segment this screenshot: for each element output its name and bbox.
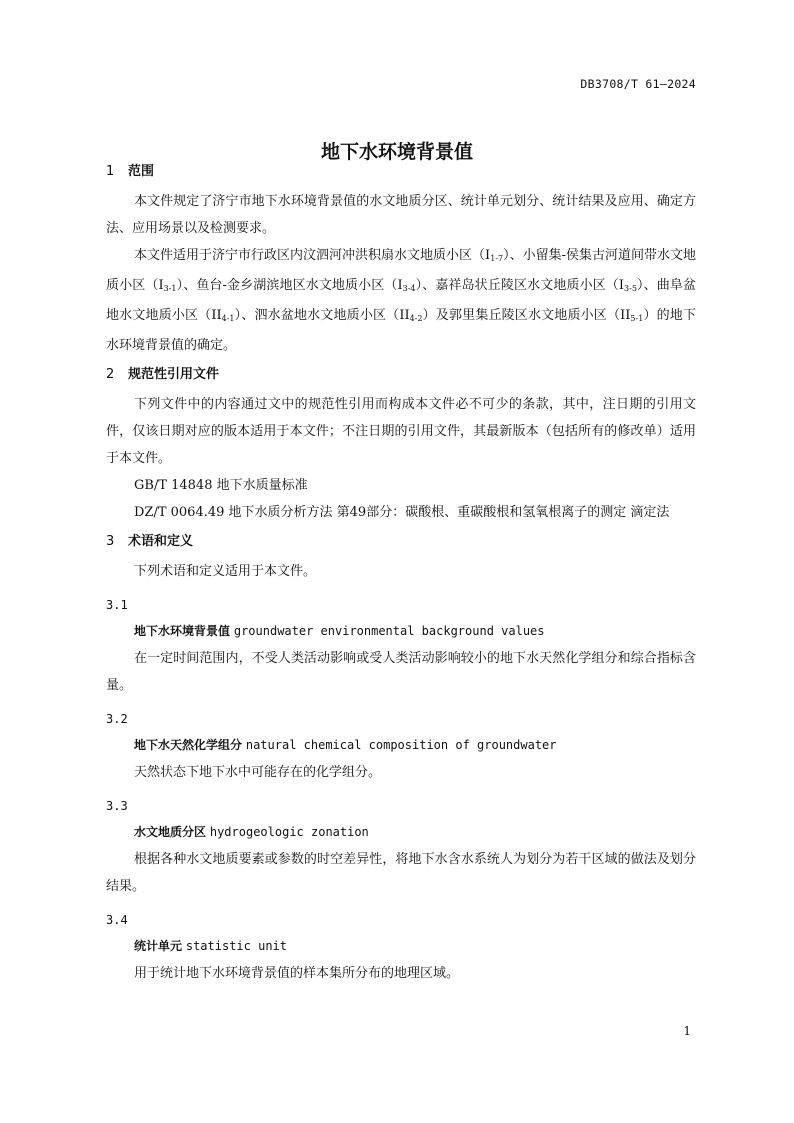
term-title: [134, 621, 696, 641]
term-number: 3.3: [106, 799, 128, 813]
term-title: [134, 822, 696, 842]
normative-references-paragraph: 下列文件中的内容通过文中的规范性引用而构成本文件必不可少的条款，其中，注日期的引用文件，仅该日期对应的版本适用于本文件；不注日期的引用文件，其最新版本（包括所有的修改单）适用于本文件。: [106, 397, 696, 466]
term-zh: 水文地质分区: [134, 825, 207, 839]
term-title: [134, 936, 696, 956]
document-body: [106, 162, 696, 987]
section-number: 1: [106, 164, 115, 179]
section-title: 规范性引用文件: [128, 367, 220, 382]
page-title: 地下水环境背景值: [320, 141, 473, 163]
term-definition: 根据各种水文地质要素或参数的时空差异性，将地下水含水系统人为划分为若干区域的做法及划分结果。: [106, 852, 696, 894]
term-entry: [106, 796, 696, 900]
term-entry: [106, 910, 696, 987]
section-heading-3: [106, 532, 696, 552]
term-definition: 用于统计地下水环境背景值的样本集所分布的地理区域。: [134, 966, 460, 981]
section-number: 2: [106, 367, 115, 382]
term-definition: 在一定时间范围内，不受人类活动影响或受人类活动影响较小的地下水天然化学组分和综合指标含量。: [106, 651, 696, 693]
term-en: natural chemical composition of groundwater: [245, 738, 557, 752]
term-entry: [106, 595, 696, 699]
term-entry: [106, 709, 696, 786]
term-en: groundwater environmental background values: [233, 624, 545, 638]
reference-item-2: DZ/T 0064.49 地下水质分析方法 第49部分：碳酸根、重碳酸根和氢氧根离子的测定 滴定法: [134, 505, 670, 520]
scope-paragraph-1: 本文件规定了济宁市地下水环境背景值的水文地质分区、统计单元划分、统计结果及应用、确定方法、应用场景以及检测要求。: [106, 194, 696, 236]
section-heading-2: [106, 365, 696, 385]
section-title: 术语和定义: [128, 534, 194, 549]
term-zh: 统计单元: [134, 939, 183, 953]
term-definition: 天然状态下地下水中可能存在的化学组分。: [134, 765, 382, 780]
section-title: 范围: [128, 164, 155, 179]
reference-item-1: GB/T 14848 地下水质量标准: [134, 478, 308, 493]
term-number: 3.1: [106, 598, 128, 612]
term-en: statistic unit: [185, 939, 287, 953]
page-number: 1: [683, 1024, 691, 1038]
term-en: hydrogeologic zonation: [209, 825, 369, 839]
terms-intro-paragraph: 下列术语和定义适用于本文件。: [134, 564, 317, 579]
section-heading-1: [106, 162, 696, 182]
term-zh: 地下水天然化学组分: [134, 738, 243, 752]
term-number: 3.2: [106, 712, 128, 726]
term-title: [134, 735, 696, 755]
scope-paragraph-2: 本文件适用于济宁市行政区内汶泗河冲洪积扇水文地质小区$(I_{1-7})$、小留集-侯集古河道间带水文地质小区$(I_{3-1})$、鱼台-金乡湖滨地区水文地质小区$(I_{3-4})$、嘉祥岛状丘陵区水文地质小区$(I_{3-5})$、曲阜盆地水文地质小区$(II_{4-1})$、泗水盆地水文地质小区$(II_{4-2})$及郭里集丘陵区水文地质小区$(II_{5-1})$的地下水环境背景值的确定。: [106, 248, 696, 353]
section-number: 3: [106, 534, 115, 549]
term-number: 3.4: [106, 913, 128, 927]
document-code: DB3708/T 61—2024: [580, 77, 696, 91]
term-zh: 地下水环境背景值: [134, 624, 231, 638]
